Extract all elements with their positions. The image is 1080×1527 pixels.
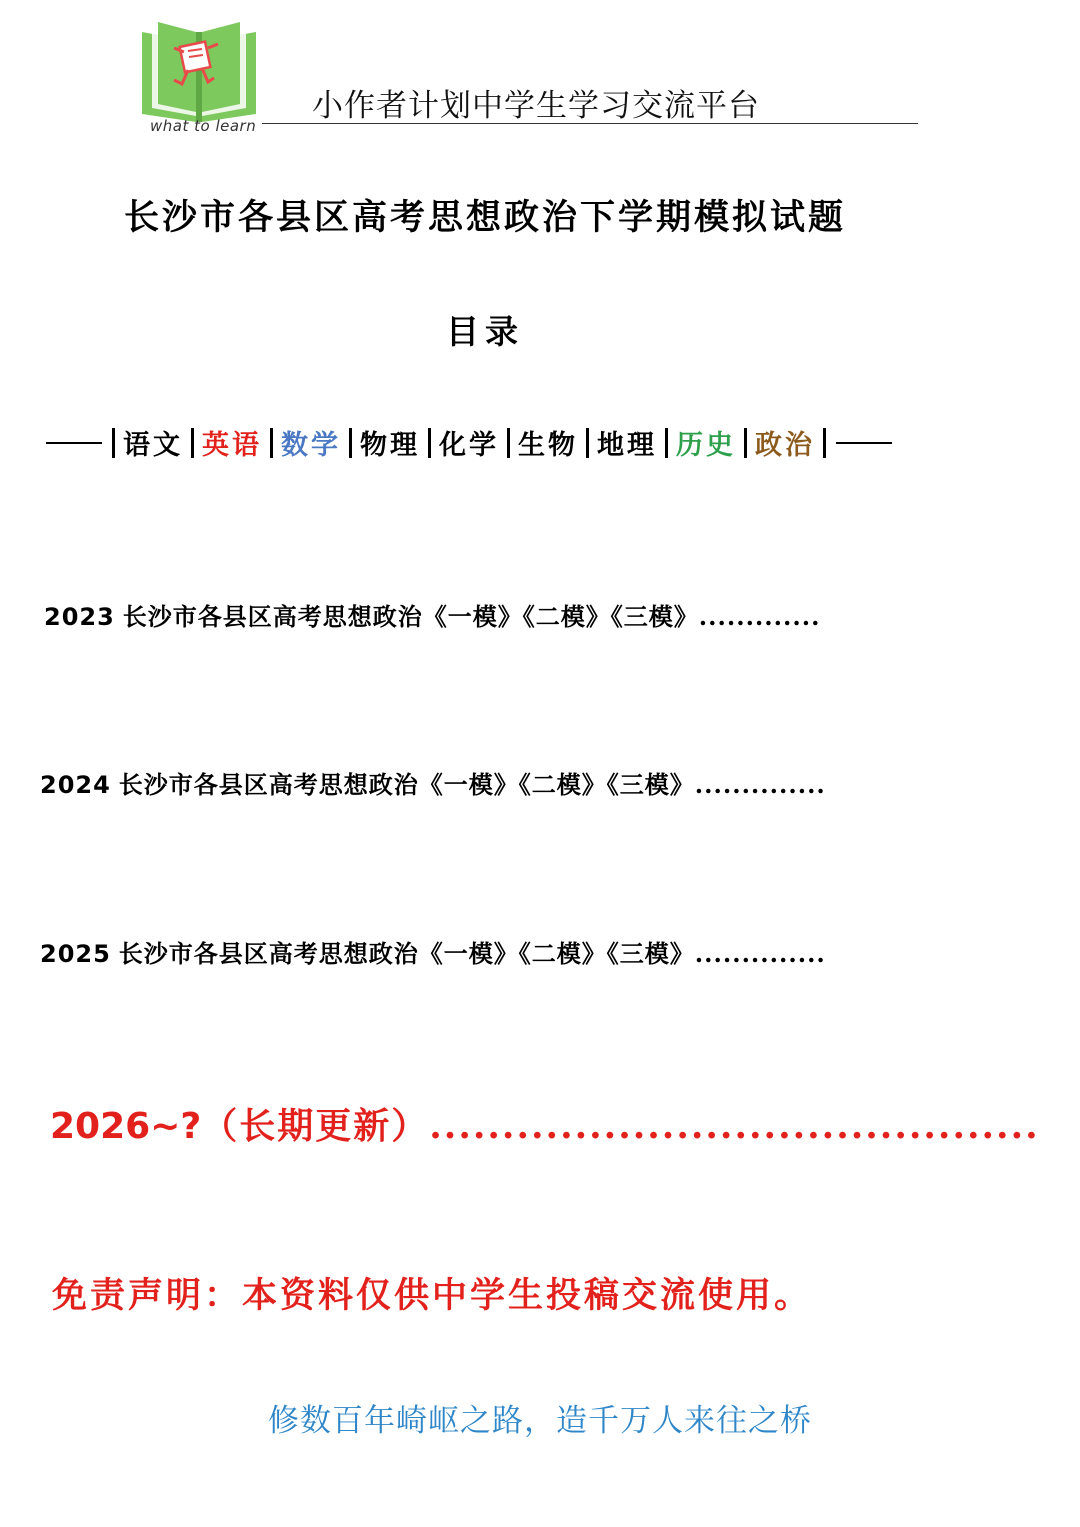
future-leader: ..........................................: [429, 1105, 1040, 1147]
logo-caption: what to learn: [150, 117, 257, 135]
toc-entry-leader: ..............: [694, 770, 826, 799]
nav-separator: [823, 428, 826, 458]
subject-navigation: [44, 423, 894, 462]
header-divider: [262, 123, 918, 124]
nav-separator: [586, 428, 589, 458]
nav-trailing-rule: [836, 442, 892, 444]
nav-separator: [349, 428, 352, 458]
motto: 修数百年崎岖之路，造千万人来往之桥: [268, 1403, 812, 1439]
subject-link-chemistry[interactable]: 化学: [439, 430, 499, 461]
nav-separator: [744, 428, 747, 458]
toc-entry-text: 长沙市各县区高考思想政治《一模》《二模》《三模》: [118, 939, 695, 968]
toc-entry-leader: .............: [698, 602, 821, 631]
toc-entry-2024[interactable]: [40, 765, 826, 800]
nav-leading-rule: [46, 442, 102, 444]
future-update-note: （长期更新）: [201, 1105, 430, 1147]
nav-separator: [112, 428, 115, 458]
future-year-range: 2026~?: [50, 1106, 202, 1147]
nav-separator: [507, 428, 510, 458]
subject-link-math[interactable]: 数学: [281, 430, 341, 461]
subject-link-geography[interactable]: 地理: [597, 430, 657, 461]
nav-separator: [270, 428, 273, 458]
toc-entry-year: 2024: [40, 771, 111, 799]
toc-entry-leader: ..............: [694, 939, 826, 968]
subject-link-english[interactable]: 英语: [202, 430, 262, 461]
platform-name: 小作者计划中学生学习交流平台: [312, 88, 760, 124]
toc-heading: 目录: [446, 312, 524, 351]
toc-entry-text: 长沙市各县区高考思想政治《一模》《二模》《三模》: [118, 770, 695, 799]
subject-link-history[interactable]: 历史: [676, 430, 736, 461]
subject-link-physics[interactable]: 物理: [360, 430, 420, 461]
toc-entry-2023[interactable]: [44, 597, 820, 632]
nav-separator: [191, 428, 194, 458]
nav-separator: [428, 428, 431, 458]
toc-entry-2025[interactable]: [40, 934, 826, 969]
toc-entry-future[interactable]: [50, 1098, 1040, 1149]
subject-link-biology[interactable]: 生物: [518, 430, 578, 461]
document-title: 长沙市各县区高考思想政治下学期模拟试题: [123, 197, 846, 238]
subject-link-politics[interactable]: 政治: [755, 430, 815, 461]
toc-entry-year: 2023: [44, 603, 115, 631]
toc-entry-text: 长沙市各县区高考思想政治《一模》《二模》《三模》: [122, 602, 699, 631]
subject-link-chinese[interactable]: 语文: [123, 430, 183, 461]
nav-separator: [665, 428, 668, 458]
disclaimer: 免责声明：本资料仅供中学生投稿交流使用。: [52, 1275, 813, 1316]
toc-entry-year: 2025: [40, 940, 111, 968]
